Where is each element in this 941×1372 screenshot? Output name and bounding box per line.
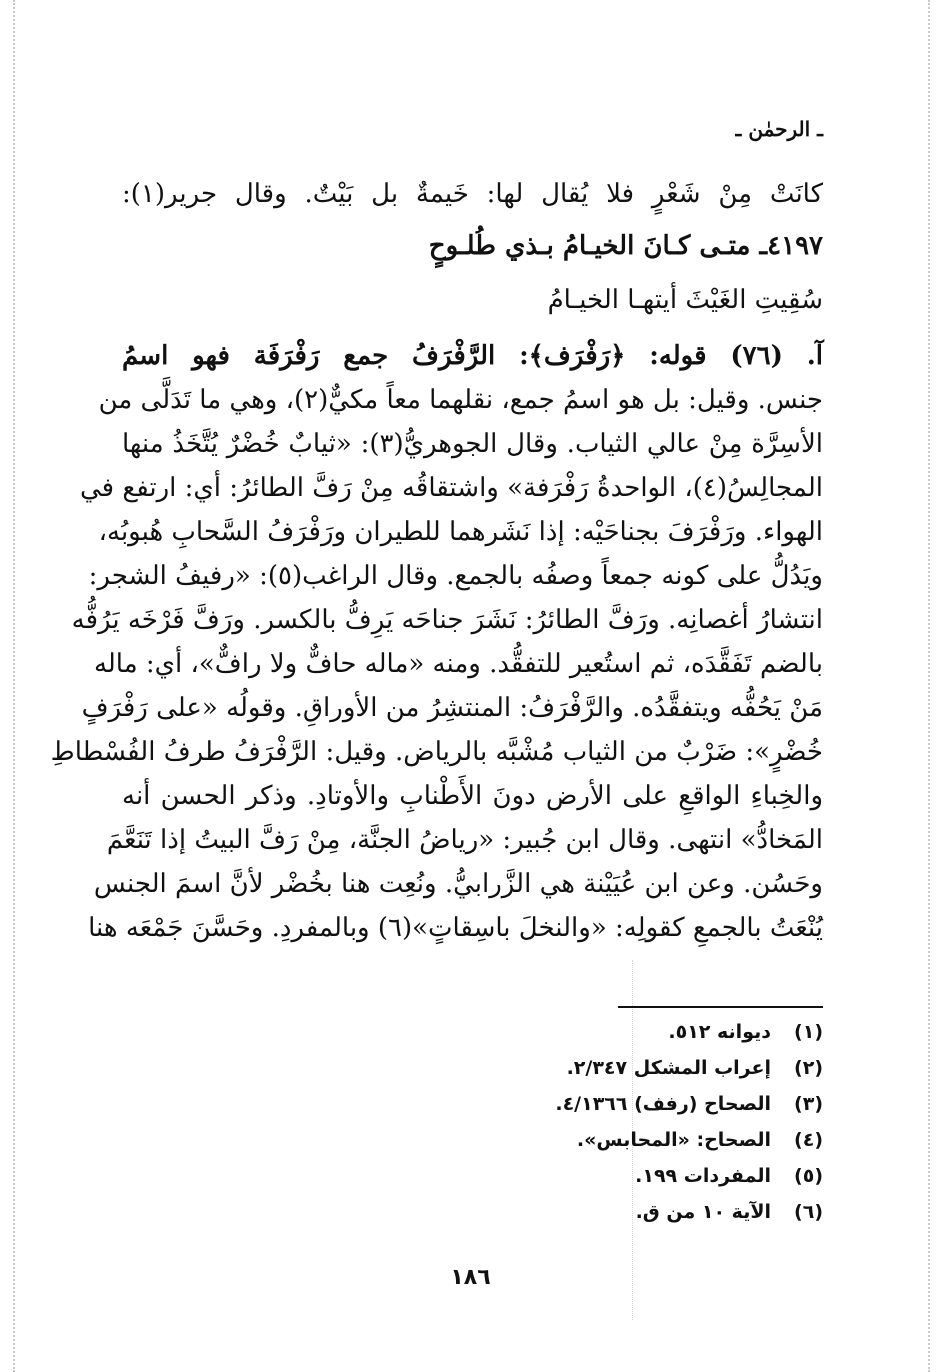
opening-line-block [122, 172, 823, 216]
main-commentary-text [50, 334, 823, 950]
body-line-2: جنس. وقيل: بل هو اسمُ جمع، نقلهما معاً مكيٌّ(٢)، وهي ما تَدَلَّى من [98, 385, 823, 415]
body-line-1: آ. (٧٦) قوله: ﴿رَفْرَف﴾: الرَّفْرَفُ جمع رَفْرَفَة فهو اسمُ [122, 341, 823, 371]
footnote-text: المفردات ١٩٩. [635, 1165, 771, 1187]
footnotes-list [403, 1014, 823, 1230]
footnote-item [403, 1158, 823, 1194]
poem-line-1: ٤١٩٧ـ متـى كـانَ الخيـامُ بـذي طُلـوحٍ [428, 231, 823, 261]
body-line-14: يُنْعَتُ بالجمعِ كقولِه: «والنخلَ باسِقاتٍ»(٦) وبالمفردِ. وحَسَّنَ جَمْعَه هنا [88, 913, 823, 943]
right-scan-mark [928, 0, 930, 1372]
body-line-7: انتشارُ أغصانِه. ورَفَّ الطائرُ: نَشَرَ جناحَه يَرِفُّ بالكسر. ورَفَّ فَرْخَه يَرُفُّه [71, 605, 823, 635]
footnote-number: (١) [794, 1021, 823, 1043]
footnote-item [403, 1014, 823, 1050]
footnote-item [403, 1122, 823, 1158]
body-line-3: الأسِرَّة مِنْ عالي الثياب. وقال الجوهريُّ(٣): «ثيابٌ خُضْرٌ يُتَّخَذُ منها [122, 429, 823, 459]
footnote-text: الآية ١٠ من ق. [635, 1201, 771, 1223]
footnote-item [403, 1194, 823, 1230]
body-line-5: الهواء. ورَفْرَفَ بجناحَيْه: إذا نَشَرهما للطيران ورَفْرَفُ السَّحابِ هُبوبُه، [98, 517, 823, 547]
footnote-item [403, 1050, 823, 1086]
footnote-text: إعراب المشكل ٢/٣٤٧. [566, 1057, 771, 1079]
footnote-item [403, 1086, 823, 1122]
body-line-8: بالضم تَفَقَّدَه، ثم استُعير للتفقُّد. ومنه «ماله حافٌّ ولا رافٌّ»، أي: ماله [93, 649, 823, 679]
left-scan-mark [13, 0, 15, 1372]
body-line-10: خُضْرٍ»: ضَرْبٌ من الثياب مُشْبَّه بالرياض. وقيل: الرَّفْرَفُ طرفُ الفُسْطاطِ [50, 737, 823, 767]
poem-line-2: سُقِيتِ الغَيْثَ أيتهـا الخيـامُ [547, 285, 823, 315]
body-line-9: مَنْ يَحُفُّه ويتفقَّدُه. والرَّفْرَفُ: المنتشِرُ من الأوراقِ. وقولُه «على رَفْرَفٍ [81, 693, 823, 723]
body-line-4: المجالِسُ(٤)، الواحدةُ رَفْرَفة» واشتقاقُه مِنْ رَفَّ الطائرُ: أي: ارتفع في [80, 473, 823, 503]
footnote-number: (٤) [794, 1129, 823, 1151]
body-line-13: وحَسُن. وعن ابن عُيَيْنة هي الزَّرابيُّ. ونُعِت هنا بخُضْر لأنَّ اسمَ الجنس [93, 869, 823, 899]
footnote-number: (٣) [794, 1093, 823, 1115]
body-line-6: ويَدُلُّ على كونه جمعاً وصفُه بالجمع. وقال الراغب(٥): «رفيفُ الشجر: [88, 561, 823, 591]
footnote-separator [618, 1006, 823, 1008]
footnote-text: الصحاح: «المحابس». [576, 1129, 771, 1151]
footnote-number: (٥) [794, 1165, 823, 1187]
footnote-number: (٢) [794, 1057, 823, 1079]
body-line-11: والخِباءِ الواقعِ على الأرض دونَ الأَطْنابِ والأوتادِ. وذكر الحسن أنه [122, 781, 823, 811]
footnote-number: (٦) [794, 1201, 823, 1223]
body-line-12: المَخادُّ» انتهى. وقال ابن جُبير: «رياضُ الجنَّة، مِنْ رَفَّ البيتُ إذا تَنَعَّمَ [106, 825, 823, 855]
footnote-text: ديوانه ٥١٢. [668, 1021, 771, 1043]
footnote-text: الصحاح (رفف) ٤/١٣٦٦. [555, 1093, 771, 1115]
opening-line: كانَتْ مِنْ شَعْرٍ فلا يُقال لها: خَيمةٌ بل بَيْتٌ. وقال جرير(١): [122, 179, 823, 209]
running-head: ـ الرحمٰن ـ [735, 117, 823, 141]
page-number: ١٨٦ [450, 1265, 491, 1290]
